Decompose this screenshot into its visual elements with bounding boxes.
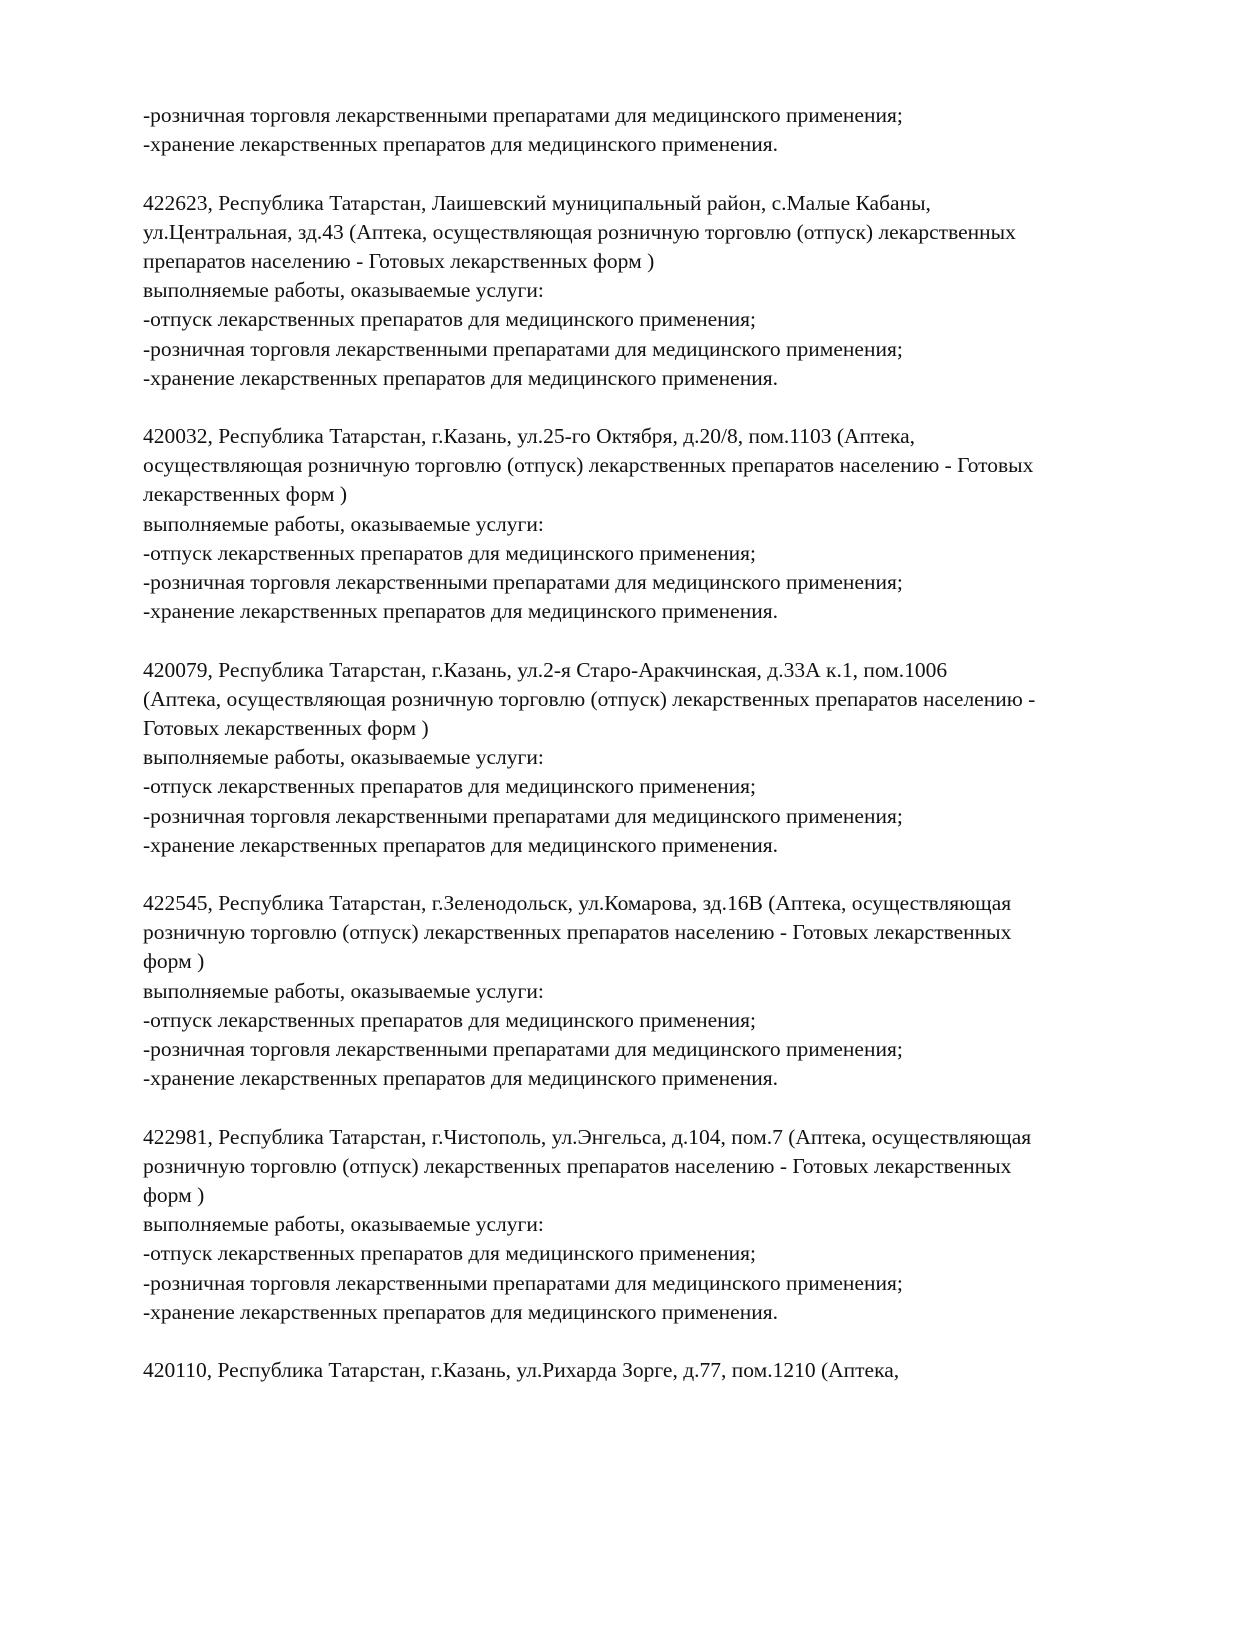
service-line: -хранение лекарственных препаратов для медицинского применения.: [143, 1299, 778, 1324]
service-line: -розничная торговля лекарственными препаратами для медицинского применения;: [143, 103, 903, 127]
license-entry: [143, 1356, 1183, 1385]
address-line: форм ): [143, 949, 205, 974]
license-entry: [143, 422, 1183, 626]
service-line: -розничная торговля лекарственными препаратами для медицинского применения;: [143, 570, 903, 594]
paragraph-gap: [143, 860, 1183, 889]
license-entry: [143, 656, 1183, 860]
service-line: -розничная торговля лекарственными препаратами для медицинского применения;: [143, 1037, 903, 1061]
address-line: осуществляющая розничную торговлю (отпуск) лекарственных препаратов населению - Готовых: [143, 453, 1034, 478]
works-heading: выполняемые работы, оказываемые услуги:: [143, 1212, 544, 1237]
service-line: -хранение лекарственных препаратов для медицинского применения.: [143, 132, 778, 157]
continuation-block: [143, 101, 1183, 159]
address-line: 420110, Республика Татарстан, г.Казань, ул.Рихарда Зорге, д.77, пом.1210 (Аптека,: [143, 1358, 900, 1383]
license-entry: [143, 1123, 1183, 1327]
paragraph-gap: [143, 626, 1183, 655]
service-line: -хранение лекарственных препаратов для медицинского применения.: [143, 365, 778, 390]
paragraph-gap: [143, 393, 1183, 422]
address-line: 420079, Республика Татарстан, г.Казань, ул.2-я Старо-Аракчинская, д.33А к.1, пом.1006: [143, 657, 948, 682]
paragraph-gap: [143, 1093, 1183, 1122]
service-line: -отпуск лекарственных препаратов для медицинского применения;: [143, 540, 757, 565]
address-line: 422981, Республика Татарстан, г.Чистополь, ул.Энгельса, д.104, пом.7 (Аптека, осуществляющая: [143, 1124, 1032, 1149]
works-heading: выполняемые работы, оказываемые услуги:: [143, 278, 544, 303]
service-line: -отпуск лекарственных препаратов для медицинского применения;: [143, 1241, 757, 1266]
works-heading: выполняемые работы, оказываемые услуги:: [143, 978, 544, 1003]
license-entry: [143, 889, 1183, 1093]
license-entry: [143, 189, 1183, 393]
address-line: 422623, Республика Татарстан, Лаишевский муниципальный район, с.Малые Кабаны,: [143, 190, 931, 215]
service-line: -розничная торговля лекарственными препаратами для медицинского применения;: [143, 1270, 903, 1295]
address-line: розничную торговлю (отпуск) лекарственных препаратов населению - Готовых лекарственных: [143, 1153, 1012, 1178]
service-line: -хранение лекарственных препаратов для медицинского применения.: [143, 599, 778, 624]
service-line: -отпуск лекарственных препаратов для медицинского применения;: [143, 774, 757, 799]
address-line: лекарственных форм ): [143, 482, 348, 507]
address-line: препаратов населению - Готовых лекарственных форм ): [143, 248, 655, 273]
address-line: ул.Центральная, зд.43 (Аптека, осуществляющая розничную торговлю (отпуск) лекарственных: [143, 219, 1016, 244]
address-line: (Аптека, осуществляющая розничную торговлю (отпуск) лекарственных препаратов населению -: [143, 686, 1036, 711]
service-line: -отпуск лекарственных препаратов для медицинского применения;: [143, 307, 757, 332]
works-heading: выполняемые работы, оказываемые услуги:: [143, 745, 544, 770]
address-line: форм ): [143, 1182, 205, 1207]
address-line: 420032, Республика Татарстан, г.Казань, ул.25-го Октября, д.20/8, пом.1103 (Аптека,: [143, 424, 916, 449]
service-line: -розничная торговля лекарственными препаратами для медицинского применения;: [143, 336, 903, 361]
address-line: розничную торговлю (отпуск) лекарственных препаратов населению - Готовых лекарственных: [143, 920, 1012, 945]
address-line: Готовых лекарственных форм ): [143, 715, 429, 740]
works-heading: выполняемые работы, оказываемые услуги:: [143, 511, 544, 536]
service-line: -отпуск лекарственных препаратов для медицинского применения;: [143, 1007, 757, 1032]
service-line: -розничная торговля лекарственными препаратами для медицинского применения;: [143, 803, 903, 828]
paragraph-gap: [143, 1327, 1183, 1356]
paragraph-gap: [143, 159, 1183, 188]
address-line: 422545, Республика Татарстан, г.Зеленодольск, ул.Комарова, зд.16В (Аптека, осуществляющая: [143, 891, 1012, 916]
document-body: [143, 101, 1183, 1385]
service-line: -хранение лекарственных препаратов для медицинского применения.: [143, 1066, 778, 1091]
service-line: -хранение лекарственных препаратов для медицинского применения.: [143, 832, 778, 857]
